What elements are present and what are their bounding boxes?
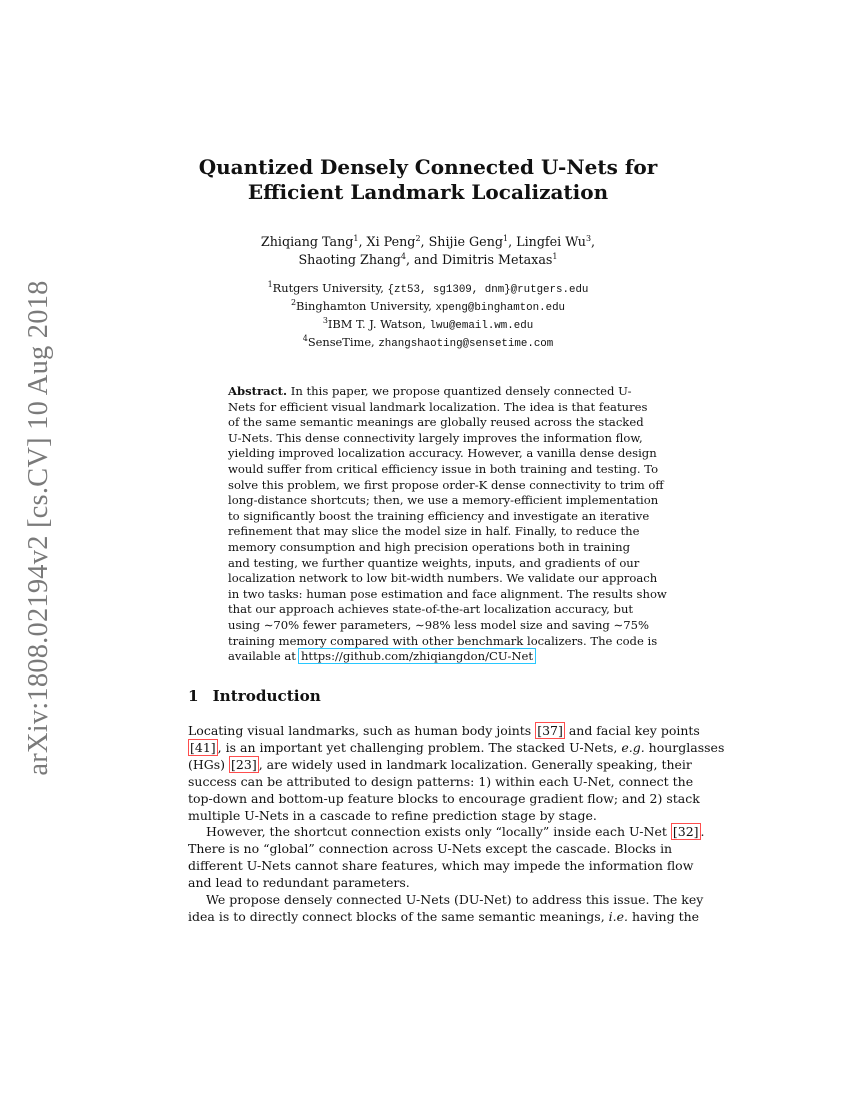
- affiliation-line: [150, 280, 706, 298]
- abstract-line: to significantly boost the training efficiency and investigate an iterative: [228, 508, 650, 523]
- affiliation-mark: 3: [322, 316, 328, 326]
- body-line: [188, 739, 725, 757]
- affiliation-email: xpeng@binghamton.edu: [435, 302, 566, 314]
- body-text: idea is to directly connect blocks of the same semantic meanings,: [188, 908, 609, 924]
- introduction-body: [188, 723, 725, 926]
- author-affil-mark: 2: [415, 233, 421, 243]
- body-text: , is an important yet challenging problem. The stacked U-Nets,: [217, 739, 622, 755]
- affiliation-mark: 4: [302, 334, 308, 344]
- body-line: different U-Nets cannot share features, which may impede the information flow: [188, 858, 694, 874]
- affiliation-line: [150, 298, 706, 316]
- author-name: , Shijie Geng: [420, 234, 503, 249]
- abstract-line: and testing, we further quantize weights, inputs, and gradients of our: [228, 555, 640, 570]
- author-affil-mark: 1: [353, 233, 359, 243]
- abstract-line: memory consumption and high precision operations both in training: [228, 539, 631, 554]
- body-text: hourglasses: [644, 739, 725, 755]
- body-text: (HGs): [188, 756, 230, 772]
- section-heading: [188, 687, 321, 705]
- author-line-1: [150, 233, 706, 251]
- body-text: Locating visual landmarks, such as human body joints: [188, 723, 536, 738]
- author-name: Zhiqiang Tang: [260, 234, 354, 249]
- abstract-line: training memory compared with other benchmark localizers. The code is: [228, 633, 658, 648]
- abstract-line: localization network to low bit-width numbers. We validate our approach: [228, 571, 658, 586]
- affiliation-name: Rutgers University,: [272, 281, 388, 295]
- affiliation-email: lwu@email.wm.edu: [429, 320, 534, 332]
- body-line: top-down and bottom-up feature blocks to encourage gradient flow; and 2) stack: [188, 790, 700, 806]
- body-line: multiple U-Nets in a cascade to refine prediction stage by stage.: [188, 807, 597, 823]
- abstract-line: that our approach achieves state-of-the-art localization accuracy, but: [228, 602, 634, 617]
- abstract-text: In this paper, we propose quantized densely connected U-: [287, 384, 632, 398]
- abstract-text: available at: [228, 649, 296, 664]
- section-number: 1: [188, 687, 199, 705]
- abstract-line: Nets for efficient visual landmark localization. The idea is that features: [228, 399, 648, 414]
- affiliation-email: {zt53, sg1309, dnm}@rutgers.edu: [387, 284, 589, 296]
- affiliation-email: zhangshaoting@sensetime.com: [378, 338, 554, 350]
- body-text: , are widely used in landmark localization. Generally speaking, their: [258, 756, 692, 772]
- abstract-line: refinement that may slice the model size in half. Finally, to reduce the: [228, 524, 640, 539]
- affiliation-name: IBM T. J. Watson,: [327, 317, 430, 331]
- author-name: , Lingfei Wu: [508, 234, 586, 249]
- title-line-1: Quantized Densely Connected U-Nets for: [198, 155, 658, 179]
- abstract-line: in two tasks: human pose estimation and face alignment. The results show: [228, 586, 667, 601]
- author-affil-mark: 1: [552, 251, 558, 261]
- section-title: Introduction: [212, 687, 321, 705]
- author-name: , Xi Peng: [358, 234, 416, 249]
- body-line: [188, 723, 700, 740]
- abstract-line: [228, 649, 629, 665]
- citation-link[interactable]: [41]: [190, 739, 216, 755]
- affiliation-name: SenseTime,: [307, 335, 379, 349]
- abstract-line: U-Nets. This dense connectivity largely improves the information flow,: [228, 430, 643, 445]
- body-line: There is no “global” connection across U-Nets except the cascade. Blocks in: [188, 841, 673, 857]
- author-affil-mark: 1: [503, 233, 509, 243]
- body-text: .: [700, 824, 705, 840]
- code-link[interactable]: https://github.com/zhiqiangdon/CU-Net: [298, 648, 536, 664]
- arxiv-identifier: arXiv:1808.02194v2 [cs.CV] 10 Aug 2018: [23, 280, 54, 776]
- abstract-line: yielding improved localization accuracy. However, a vanilla dense design: [228, 446, 657, 461]
- abstract-line: [228, 384, 632, 400]
- affiliation-mark: 2: [290, 298, 297, 308]
- body-line: and lead to redundant parameters.: [188, 875, 410, 891]
- author-line-2: [150, 251, 706, 269]
- author-list: [150, 233, 706, 269]
- abstract-line: of the same semantic meanings are globally reused across the stacked: [228, 415, 644, 430]
- body-text: having the: [628, 908, 700, 924]
- paper-title: [150, 155, 706, 205]
- abstract-line: solve this problem, we first propose order-K dense connectivity to trim off: [228, 477, 664, 492]
- citation-link[interactable]: [32]: [672, 824, 699, 840]
- author-name: Shaoting Zhang: [298, 252, 401, 267]
- affiliation-line: [150, 316, 706, 334]
- body-text: However, the shortcut connection exists only “locally” inside each U-Net: [206, 824, 671, 840]
- body-line: We propose densely connected U-Nets (DU-Net) to address this issue. The key: [206, 892, 704, 908]
- body-emphasis: e.g.: [621, 739, 645, 755]
- abstract-line: long-distance shortcuts; then, we use a memory-efficient implementation: [228, 493, 659, 508]
- affiliation-name: Binghamton University,: [296, 299, 436, 313]
- author-separator: ,: [591, 234, 596, 249]
- author-affil-mark: 3: [585, 233, 592, 243]
- title-line-2: Efficient Landmark Localization: [247, 180, 609, 204]
- body-line: [188, 908, 700, 926]
- affiliations: [150, 280, 706, 352]
- abstract-line: using ∼70% fewer parameters, ∼98% less model size and saving ∼75%: [228, 617, 650, 632]
- abstract-label: Abstract.: [228, 384, 288, 398]
- arxiv-stamp: [20, 280, 58, 776]
- abstract-line: would suffer from critical efficiency issue in both training and testing. To: [228, 461, 659, 476]
- body-line: [188, 824, 705, 841]
- citation-link[interactable]: [23]: [231, 756, 257, 772]
- body-emphasis: i.e.: [608, 908, 629, 924]
- body-text: and facial key points: [564, 723, 700, 738]
- citation-link[interactable]: [37]: [537, 723, 563, 738]
- author-affil-mark: 4: [400, 251, 406, 261]
- author-name: , and Dimitris Metaxas: [405, 252, 553, 267]
- abstract: [228, 384, 667, 665]
- affiliation-mark: 1: [267, 280, 273, 290]
- body-line: [188, 756, 692, 774]
- body-line: success can be attributed to design patterns: 1) within each U-Net, connect the: [188, 773, 694, 789]
- affiliation-line: [150, 334, 706, 352]
